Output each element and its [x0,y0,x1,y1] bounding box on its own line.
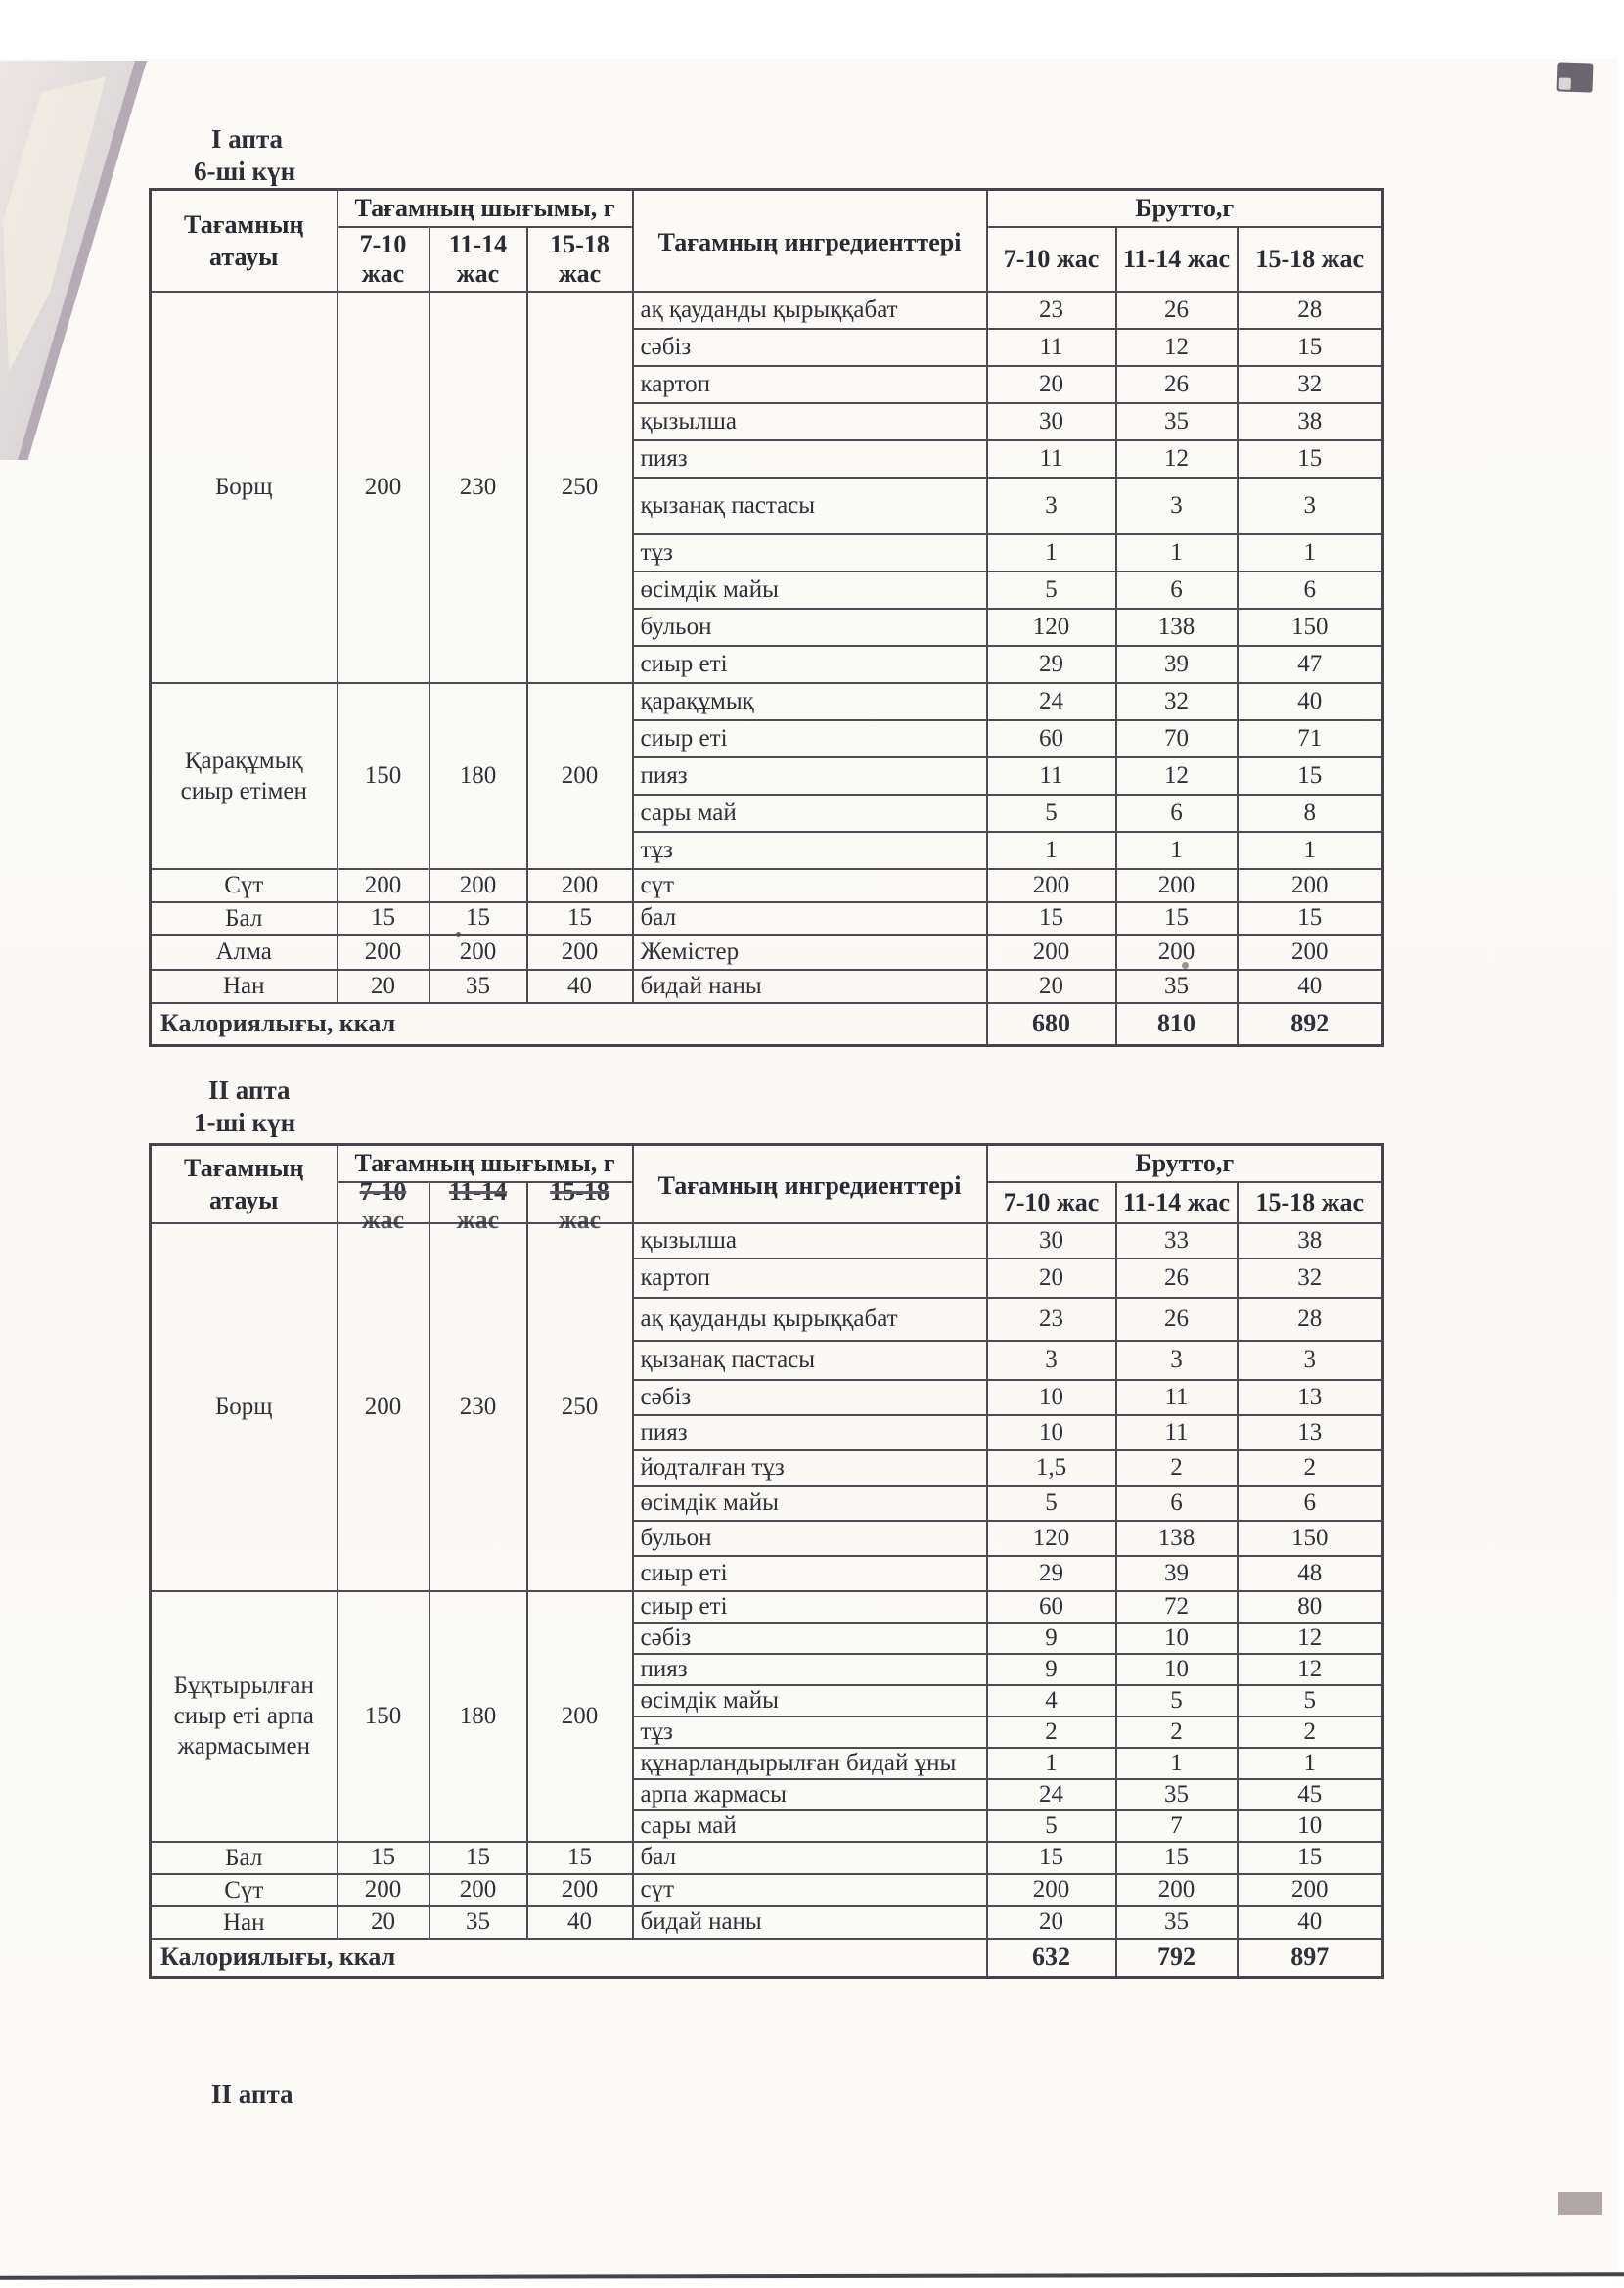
age-label [338,230,429,289]
scan-mark-bottom-right [1558,2192,1602,2215]
calories-value-cell: 897 [1238,1939,1383,1978]
brutto-value-cell: 11 [987,440,1116,478]
week-label: II апта [211,2080,293,2109]
brutto-value-cell: 33 [1116,1223,1238,1258]
brutto-value-cell: 3 [987,1341,1116,1380]
brutto-value-cell: 45 [1238,1779,1383,1810]
brutto-value-cell: 1 [1116,534,1238,572]
brutto-value-cell: 5 [987,1486,1116,1521]
brutto-value-cell: 35 [1116,970,1238,1003]
brutto-value-cell: 138 [1116,609,1238,646]
calories-value-cell: 792 [1116,1939,1238,1978]
brutto-value-cell: 5 [987,572,1116,609]
brutto-value-cell: 15 [1116,902,1238,935]
calories-value-cell: 810 [1116,1003,1238,1046]
brutto-value-cell: 4 [987,1685,1116,1716]
output-value-cell: 15 [527,902,633,935]
output-value-cell: 15 [527,1842,633,1874]
output-value-cell: 200 [429,1874,527,1906]
dish-name-cell: Қарақұмық сиыр етімен [151,683,338,869]
output-value-cell: 150 [338,1591,429,1842]
brutto-value-cell: 11 [1116,1415,1238,1450]
brutto-value-cell: 200 [987,1874,1116,1906]
age-col-header [527,227,633,292]
ingredient-row [151,1591,1383,1623]
brutto-value-cell: 5 [987,795,1116,832]
brutto-value-cell: 35 [1116,1906,1238,1939]
ingredient-name-cell: бидай наны [633,1906,987,1939]
age-range: 11-14 [448,229,508,258]
ingredient-name-cell: тұз [633,534,987,572]
brutto-value-cell: 1 [1238,1748,1383,1779]
brutto-value-cell: 2 [1238,1716,1383,1748]
dish-name-cell: Бал [151,902,338,935]
brutto-value-cell: 26 [1116,366,1238,403]
brutto-value-cell: 80 [1238,1591,1383,1623]
age-unit: жас [456,1205,500,1234]
ingredient-name-cell: өсімдік майы [633,572,987,609]
dish-name-cell: Нан [151,970,338,1003]
brutto-value-cell: 200 [987,869,1116,902]
brutto-value-cell: 120 [987,609,1116,646]
brutto-value-cell: 12 [1238,1623,1383,1654]
brutto-value-cell: 7 [1116,1810,1238,1842]
calories-row [151,1003,1383,1046]
ingredient-name-cell: тұз [633,1716,987,1748]
brutto-value-cell: 6 [1116,1486,1238,1521]
ingredient-name-cell: пияз [633,1415,987,1450]
output-value-cell: 200 [338,869,429,902]
brutto-value-cell: 15 [1116,1842,1238,1874]
brutto-value-cell: 1,5 [987,1450,1116,1486]
brutto-value-cell: 2 [1116,1450,1238,1486]
brutto-value-cell: 38 [1238,403,1383,440]
age-range: 15-18 [550,1176,609,1206]
week-label: II апта [208,1075,291,1105]
output-value-cell: 20 [338,1906,429,1939]
ingredient-name-cell: сиыр еті [633,646,987,683]
day-label: 6-ші күн [194,157,296,186]
brutto-value-cell: 40 [1238,1906,1383,1939]
output-value-cell: 200 [429,869,527,902]
age-unit: жас [456,258,500,288]
ingredient-name-cell: сәбіз [633,1623,987,1654]
brutto-value-cell: 15 [987,902,1116,935]
menu-item-row [151,970,1383,1003]
output-value-cell: 15 [429,1842,527,1874]
ingredient-name-cell: өсімдік майы [633,1486,987,1521]
output-value-cell: 200 [338,1874,429,1906]
dish-name-cell: Борщ [151,1223,338,1591]
output-value-cell: 15 [429,902,527,935]
ingredient-name-cell: картоп [633,1258,987,1298]
ingredient-name-cell: сиыр еті [633,720,987,757]
age-col-header-cutoff [429,1176,527,1234]
brutto-value-cell: 15 [1238,1842,1383,1874]
col-header-ingredients: Тағамның ингредиенттері [633,1145,987,1223]
brutto-value-cell: 23 [987,292,1116,329]
brutto-value-cell: 12 [1238,1654,1383,1685]
brutto-value-cell: 39 [1116,1556,1238,1591]
ingredient-name-cell: бидай наны [633,970,987,1003]
ingredient-name-cell: сәбіз [633,329,987,366]
ingredient-name-cell: қызанақ пастасы [633,478,987,534]
brutto-value-cell: 26 [1116,1258,1238,1298]
menu-item-row [151,1842,1383,1874]
ingredient-name-cell: тұз [633,832,987,869]
brutto-value-cell: 9 [987,1623,1116,1654]
output-value-cell: 200 [527,869,633,902]
brutto-value-cell: 20 [987,366,1116,403]
brutto-value-cell: 28 [1238,1298,1383,1341]
age-col-header [338,227,429,292]
ingredient-name-cell: бал [633,1842,987,1874]
age-col-header-cutoff [527,1176,633,1234]
brutto-value-cell: 10 [987,1415,1116,1450]
ingredient-name-cell: сары май [633,1810,987,1842]
brutto-value-cell: 10 [1116,1623,1238,1654]
brutto-value-cell: 20 [987,1906,1116,1939]
brutto-value-cell: 6 [1238,572,1383,609]
brutto-value-cell: 1 [1238,832,1383,869]
ingredient-name-cell: ақ қауданды қырыққабат [633,1298,987,1341]
brutto-value-cell: 11 [987,329,1116,366]
brutto-value-cell: 30 [987,1223,1116,1258]
age-col-header: 11-14 жас [1116,227,1238,292]
ingredient-name-cell: бульон [633,1521,987,1556]
col-header-output: Тағамның шығымы, г [338,190,633,227]
ingredient-name-cell: сәбіз [633,1380,987,1415]
brutto-value-cell: 3 [1116,1341,1238,1380]
ingredient-name-cell: қызанақ пастасы [633,1341,987,1380]
ingredient-name-cell: Жемістер [633,935,987,970]
ingredient-name-cell: қызылша [633,1223,987,1258]
brutto-value-cell: 23 [987,1298,1116,1341]
output-value-cell: 230 [429,1223,527,1591]
menu-item-row [151,869,1383,902]
calories-row [151,1939,1383,1978]
brutto-value-cell: 60 [987,720,1116,757]
brutto-value-cell: 71 [1238,720,1383,757]
age-range: 15-18 [550,229,609,258]
age-label [528,230,632,289]
brutto-value-cell: 15 [1238,902,1383,935]
ingredient-name-cell: құнарландырылған бидай ұны [633,1748,987,1779]
menu-item-row [151,902,1383,935]
ingredient-name-cell: өсімдік майы [633,1685,987,1716]
brutto-value-cell: 32 [1116,683,1238,720]
calories-value-cell: 632 [987,1939,1116,1978]
brutto-value-cell: 15 [1238,329,1383,366]
age-unit: жас [361,1205,405,1234]
brutto-value-cell: 200 [1238,935,1383,970]
ingredient-row [151,683,1383,720]
menu-table-week2-day1 [149,1143,1384,1979]
ingredient-name-cell: сары май [633,795,987,832]
age-unit: жас [361,258,405,288]
col-header-brutto: Брутто,г [987,1145,1383,1182]
calories-label: Калориялығы, ккал [151,1939,987,1978]
brutto-value-cell: 6 [1116,795,1238,832]
menu-item-row [151,1906,1383,1939]
col-header-output: Тағамның шығымы, г [338,1145,633,1182]
day-label: 1-ші күн [194,1108,296,1137]
brutto-value-cell: 200 [987,935,1116,970]
calories-label: Калориялығы, ккал [151,1003,987,1046]
dish-name-cell: Бұқтырылған сиыр еті арпа жармасымен [151,1591,338,1842]
output-value-cell: 150 [338,683,429,869]
output-value-cell: 250 [527,292,633,683]
brutto-value-cell: 10 [1116,1654,1238,1685]
brutto-value-cell: 13 [1238,1380,1383,1415]
brutto-value-cell: 10 [1238,1810,1383,1842]
ingredient-name-cell: сиыр еті [633,1591,987,1623]
output-value-cell: 15 [338,1842,429,1874]
dish-name-cell: Сүт [151,1874,338,1906]
col-header-brutto: Брутто,г [987,190,1383,227]
week-label: I апта [211,124,284,154]
brutto-value-cell: 29 [987,646,1116,683]
brutto-value-cell: 1 [987,534,1116,572]
brutto-value-cell: 3 [1116,478,1238,534]
brutto-value-cell: 5 [1238,1685,1383,1716]
output-value-cell: 180 [429,1591,527,1842]
brutto-value-cell: 200 [1116,1874,1238,1906]
output-value-cell: 230 [429,292,527,683]
dish-name-cell: Сүт [151,869,338,902]
ingredient-name-cell: пияз [633,440,987,478]
brutto-value-cell: 5 [1116,1685,1238,1716]
brutto-value-cell: 29 [987,1556,1116,1591]
brutto-value-cell: 11 [1116,1380,1238,1415]
brutto-value-cell: 5 [987,1810,1116,1842]
output-value-cell: 35 [429,970,527,1003]
dish-name-cell: Бал [151,1842,338,1874]
output-value-cell: 20 [338,970,429,1003]
ingredient-name-cell: қызылша [633,403,987,440]
age-range: 7-10 [359,229,407,258]
brutto-value-cell: 138 [1116,1521,1238,1556]
brutto-value-cell: 2 [1238,1450,1383,1486]
header-row [151,190,1383,227]
brutto-value-cell: 2 [987,1716,1116,1748]
ingredient-row [151,1223,1383,1258]
brutto-value-cell: 2 [1116,1716,1238,1748]
col-header-dish-name: Тағамның атауы [151,190,338,292]
brutto-value-cell: 1 [1116,832,1238,869]
brutto-value-cell: 48 [1238,1556,1383,1591]
col-header-dish-name: Тағамның атауы [151,1145,338,1223]
brutto-value-cell: 13 [1238,1415,1383,1450]
brutto-value-cell: 30 [987,403,1116,440]
col-header-ingredients: Тағамның ингредиенттері [633,190,987,292]
output-value-cell: 200 [527,1874,633,1906]
age-col-header: 11-14 жас [1116,1182,1238,1223]
ingredient-row [151,292,1383,329]
brutto-value-cell: 40 [1238,683,1383,720]
brutto-value-cell: 28 [1238,292,1383,329]
dish-name-cell: Борщ [151,292,338,683]
output-value-cell: 200 [338,935,429,970]
calories-value-cell: 680 [987,1003,1116,1046]
menu-item-row [151,935,1383,970]
brutto-value-cell: 12 [1116,757,1238,795]
age-col-header: 15-18 жас [1238,1182,1383,1223]
brutto-value-cell: 10 [987,1380,1116,1415]
brutto-value-cell: 120 [987,1521,1116,1556]
brutto-value-cell: 3 [1238,1341,1383,1380]
brutto-value-cell: 35 [1116,1779,1238,1810]
brutto-value-cell: 1 [987,1748,1116,1779]
output-value-cell: 200 [338,1223,429,1591]
ingredient-name-cell: бульон [633,609,987,646]
brutto-value-cell: 3 [987,478,1116,534]
ingredient-name-cell: сүт [633,869,987,902]
age-label [430,1176,526,1234]
brutto-value-cell: 15 [1238,440,1383,478]
brutto-value-cell: 200 [1116,935,1238,970]
brutto-value-cell: 47 [1238,646,1383,683]
age-col-header: 7-10 жас [987,1182,1116,1223]
ingredient-name-cell: сүт [633,1874,987,1906]
dish-name-cell: Алма [151,935,338,970]
brutto-value-cell: 40 [1238,970,1383,1003]
brutto-value-cell: 1 [1116,1748,1238,1779]
brutto-value-cell: 12 [1116,440,1238,478]
age-col-header-cutoff [338,1176,429,1234]
output-value-cell: 40 [527,970,633,1003]
output-value-cell: 200 [527,935,633,970]
ingredient-name-cell: бал [633,902,987,935]
brutto-value-cell: 200 [1116,869,1238,902]
brutto-value-cell: 12 [1116,329,1238,366]
ingredient-name-cell: қарақұмық [633,683,987,720]
brutto-value-cell: 15 [1238,757,1383,795]
age-col-header: 7-10 жас [987,227,1116,292]
output-value-cell: 200 [338,292,429,683]
brutto-value-cell: 35 [1116,403,1238,440]
output-value-cell: 200 [429,935,527,970]
brutto-value-cell: 32 [1238,366,1383,403]
brutto-value-cell: 3 [1238,478,1383,534]
brutto-value-cell: 60 [987,1591,1116,1623]
brutto-value-cell: 150 [1238,1521,1383,1556]
brutto-value-cell: 9 [987,1654,1116,1685]
brutto-value-cell: 1 [1238,534,1383,572]
menu-item-row [151,1874,1383,1906]
output-value-cell: 40 [527,1906,633,1939]
brutto-value-cell: 8 [1238,795,1383,832]
brutto-value-cell: 200 [1238,869,1383,902]
age-label [338,1176,429,1234]
age-col-header: 15-18 жас [1238,227,1383,292]
dish-name-cell: Нан [151,1906,338,1939]
output-value-cell: 200 [527,683,633,869]
brutto-value-cell: 1 [987,832,1116,869]
output-value-cell: 180 [429,683,527,869]
header-row [151,1145,1383,1182]
age-range: 11-14 [448,1176,508,1206]
ingredient-name-cell: йодталған тұз [633,1450,987,1486]
output-value-cell: 200 [527,1591,633,1842]
brutto-value-cell: 70 [1116,720,1238,757]
ingredient-name-cell: картоп [633,366,987,403]
ingredient-name-cell: сиыр еті [633,1556,987,1591]
brutto-value-cell: 11 [987,757,1116,795]
brutto-value-cell: 20 [987,1258,1116,1298]
output-value-cell: 250 [527,1223,633,1591]
age-label [528,1176,632,1234]
brutto-value-cell: 24 [987,683,1116,720]
brutto-value-cell: 6 [1238,1486,1383,1521]
brutto-value-cell: 150 [1238,609,1383,646]
ingredient-name-cell: пияз [633,757,987,795]
brutto-value-cell: 6 [1116,572,1238,609]
brutto-value-cell: 200 [1238,1874,1383,1906]
brutto-value-cell: 39 [1116,646,1238,683]
age-unit: жас [558,1205,602,1234]
calories-value-cell: 892 [1238,1003,1383,1046]
brutto-value-cell: 72 [1116,1591,1238,1623]
brutto-value-cell: 15 [987,1842,1116,1874]
ingredient-name-cell: пияз [633,1654,987,1685]
brutto-value-cell: 24 [987,1779,1116,1810]
scan-mark-top-right [1556,62,1593,92]
brutto-value-cell: 32 [1238,1258,1383,1298]
output-value-cell: 35 [429,1906,527,1939]
age-col-header [429,227,527,292]
brutto-value-cell: 38 [1238,1223,1383,1258]
menu-table-week1-day6 [149,188,1384,1047]
age-unit: жас [558,258,602,288]
brutto-value-cell: 26 [1116,1298,1238,1341]
brutto-value-cell: 20 [987,970,1116,1003]
brutto-value-cell: 26 [1116,292,1238,329]
ingredient-name-cell: ақ қауданды қырыққабат [633,292,987,329]
age-range: 7-10 [359,1176,407,1206]
ingredient-name-cell: арпа жармасы [633,1779,987,1810]
age-label [430,230,526,289]
output-value-cell: 15 [338,902,429,935]
